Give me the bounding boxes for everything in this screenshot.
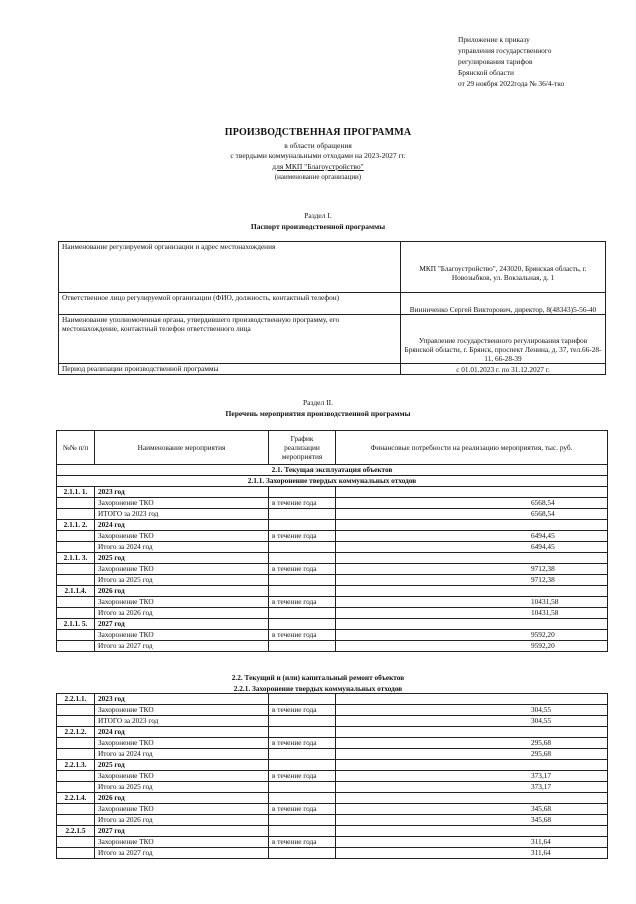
empty-cell xyxy=(57,531,95,542)
total-label: ИТОГО за 2023 год xyxy=(95,509,269,520)
empty-cell xyxy=(336,487,608,498)
title-main: ПРОИЗВОДСТВЕННАЯ ПРОГРАММА xyxy=(224,127,412,138)
table-row xyxy=(57,553,608,564)
total-label: Итого за 2027 год xyxy=(95,848,269,859)
total-value: 311,64 xyxy=(336,848,608,859)
group1-body xyxy=(57,487,608,652)
item-value: 373,17 xyxy=(336,771,608,782)
group-subtitle-row xyxy=(57,476,608,487)
empty-cell xyxy=(269,694,336,705)
group2-heading xyxy=(0,672,636,694)
empty-cell xyxy=(57,630,95,641)
total-value: 9592,20 xyxy=(336,641,608,652)
empty-cell xyxy=(269,848,336,859)
empty-cell xyxy=(57,771,95,782)
title-org: для МКП "Благоустройство" xyxy=(272,161,364,171)
item-schedule: в течение года xyxy=(269,597,336,608)
section2-label: Раздел II. xyxy=(303,398,333,407)
empty-cell xyxy=(57,705,95,716)
empty-cell xyxy=(269,520,336,531)
table-row xyxy=(57,760,608,771)
total-label: Итого за 2026 год xyxy=(95,815,269,826)
block-number: 2.2.1.4. xyxy=(57,793,95,804)
item-value: 311,64 xyxy=(336,837,608,848)
total-value: 295,68 xyxy=(336,749,608,760)
item-value: 6494,45 xyxy=(336,531,608,542)
annex-line: регулирования тарифов xyxy=(458,57,533,66)
title-line: в области обращения xyxy=(284,140,352,150)
item-value: 295,68 xyxy=(336,738,608,749)
total-label: Итого за 2024 год xyxy=(95,749,269,760)
item-value: 6568,54 xyxy=(336,498,608,509)
annex-line: от 29 ноября 2022года № 36/4-тко xyxy=(458,79,565,88)
empty-cell xyxy=(336,520,608,531)
empty-cell xyxy=(269,641,336,652)
empty-cell xyxy=(336,619,608,630)
empty-cell xyxy=(57,804,95,815)
empty-cell xyxy=(269,727,336,738)
total-value: 6494,45 xyxy=(336,542,608,553)
passport-value: Управление государственного регулирования тарифов Брянской области, г. Брянск, проспект Ленина, д. 37, тел.66-28-11, 66-28-39 xyxy=(401,315,606,364)
table-row xyxy=(57,749,608,760)
year-label: 2027 год xyxy=(95,826,269,837)
empty-cell xyxy=(336,793,608,804)
group2-title: 2.2. Текущий и (или) капитальный ремонт объектов xyxy=(231,673,405,682)
empty-cell xyxy=(336,826,608,837)
table-row xyxy=(57,793,608,804)
year-label: 2025 год xyxy=(95,553,269,564)
item-name: Захоронение ТКО xyxy=(95,771,269,782)
year-label: 2026 год xyxy=(95,586,269,597)
table-row xyxy=(57,487,608,498)
group-title: 2.1. Текущая эксплуатация объектов xyxy=(57,465,608,476)
passport-value: с 01.01.2023 г. по 31.12.2027 г. xyxy=(401,364,606,375)
section1-title: Паспорт производственной программы xyxy=(250,222,386,231)
empty-cell xyxy=(269,608,336,619)
total-label: Итого за 2024 год xyxy=(95,542,269,553)
table-row xyxy=(57,597,608,608)
table-row xyxy=(57,771,608,782)
table-row xyxy=(57,509,608,520)
events-table-current xyxy=(56,430,608,652)
empty-cell xyxy=(336,586,608,597)
total-label: Итого за 2027 год xyxy=(95,641,269,652)
table-row xyxy=(57,630,608,641)
item-value: 345,68 xyxy=(336,804,608,815)
year-label: 2027 год xyxy=(95,619,269,630)
item-name: Захоронение ТКО xyxy=(95,630,269,641)
item-name: Захоронение ТКО xyxy=(95,705,269,716)
year-label: 2026 год xyxy=(95,793,269,804)
empty-cell xyxy=(57,716,95,727)
block-number: 2.1.1. 3. xyxy=(57,553,95,564)
group-subtitle: 2.1.1. Захоронение твердых коммунальных отходов xyxy=(57,476,608,487)
item-name: Захоронение ТКО xyxy=(95,804,269,815)
empty-cell xyxy=(336,727,608,738)
header-schedule: График реализации мероприятия xyxy=(269,431,336,465)
empty-cell xyxy=(336,553,608,564)
block-number: 2.2.1.2. xyxy=(57,727,95,738)
total-value: 345,68 xyxy=(336,815,608,826)
table-row xyxy=(57,727,608,738)
block-number: 2.1.1. 1. xyxy=(57,487,95,498)
item-value: 9712,38 xyxy=(336,564,608,575)
table-row xyxy=(57,782,608,793)
empty-cell xyxy=(57,597,95,608)
year-label: 2025 год xyxy=(95,760,269,771)
empty-cell xyxy=(57,815,95,826)
annex-line: управления государственного xyxy=(458,46,552,55)
passport-row xyxy=(59,293,606,315)
total-label: Итого за 2025 год xyxy=(95,782,269,793)
item-value: 10431,58 xyxy=(336,597,608,608)
item-schedule: в течение года xyxy=(269,705,336,716)
item-name: Захоронение ТКО xyxy=(95,738,269,749)
empty-cell xyxy=(269,619,336,630)
empty-cell xyxy=(269,793,336,804)
table-row xyxy=(57,804,608,815)
passport-value: Винниченко Сергей Викторович, директор, 8(48343)5-56-40 xyxy=(401,293,606,315)
year-label: 2023 год xyxy=(95,694,269,705)
block-number: 2.1.1. 5. xyxy=(57,619,95,630)
item-schedule: в течение года xyxy=(269,564,336,575)
header-num: №№ п/п xyxy=(57,431,95,465)
empty-cell xyxy=(57,498,95,509)
empty-cell xyxy=(57,837,95,848)
section2-title: Перечень мероприятия производственной программы xyxy=(225,409,411,418)
empty-cell xyxy=(57,738,95,749)
item-schedule: в течение года xyxy=(269,771,336,782)
year-label: 2023 год xyxy=(95,487,269,498)
total-label: Итого за 2026 год xyxy=(95,608,269,619)
empty-cell xyxy=(269,826,336,837)
empty-cell xyxy=(269,542,336,553)
annex-line: Брянской области xyxy=(458,68,514,77)
table-row xyxy=(57,837,608,848)
empty-cell xyxy=(269,716,336,727)
block-number: 2.1.1.4. xyxy=(57,586,95,597)
item-name: Захоронение ТКО xyxy=(95,597,269,608)
passport-table xyxy=(58,241,606,375)
total-value: 304,55 xyxy=(336,716,608,727)
total-value: 9712,38 xyxy=(336,575,608,586)
section2-heading xyxy=(0,397,636,419)
group2-body xyxy=(57,694,608,859)
section1-label: Раздел I. xyxy=(304,211,332,220)
table-row xyxy=(57,641,608,652)
empty-cell xyxy=(269,553,336,564)
table-row xyxy=(57,848,608,859)
item-value: 9592,20 xyxy=(336,630,608,641)
passport-row xyxy=(59,242,606,293)
table-row xyxy=(57,826,608,837)
empty-cell xyxy=(57,608,95,619)
total-label: ИТОГО за 2023 год xyxy=(95,716,269,727)
empty-cell xyxy=(269,815,336,826)
table-row xyxy=(57,716,608,727)
title-org-note: (наименование организации) xyxy=(274,173,362,181)
empty-cell xyxy=(57,749,95,760)
year-label: 2024 год xyxy=(95,727,269,738)
block-number: 2.2.1.3. xyxy=(57,760,95,771)
passport-value: МКП "Благоустройство", 243020, Брянская область, г. Новозыбков, ул. Вокзальная, д. 1 xyxy=(401,242,606,293)
passport-row xyxy=(59,315,606,364)
item-name: Захоронение ТКО xyxy=(95,531,269,542)
table-row xyxy=(57,575,608,586)
total-value: 6568,54 xyxy=(336,509,608,520)
empty-cell xyxy=(269,487,336,498)
table-row xyxy=(57,815,608,826)
passport-label: Период реализации производственной программы xyxy=(59,364,401,375)
year-label: 2024 год xyxy=(95,520,269,531)
total-value: 10431,58 xyxy=(336,608,608,619)
events-table-repair xyxy=(56,693,608,859)
item-name: Захоронение ТКО xyxy=(95,564,269,575)
table-row xyxy=(57,694,608,705)
table-row xyxy=(57,520,608,531)
empty-cell xyxy=(269,782,336,793)
table-row xyxy=(57,619,608,630)
total-label: Итого за 2025 год xyxy=(95,575,269,586)
header-name: Наименование мероприятия xyxy=(95,431,269,465)
table-header xyxy=(57,431,608,465)
table-row xyxy=(57,542,608,553)
item-schedule: в течение года xyxy=(269,498,336,509)
passport-label: Наименование уполномоченная органа, утвердившего производственную программу, его местонахождение, контактный телефон ответственного лица xyxy=(59,315,401,364)
item-schedule: в течение года xyxy=(269,837,336,848)
header-finance: Финансовые потребности на реализацию мероприятия, тыс. руб. xyxy=(336,431,608,465)
table-row xyxy=(57,586,608,597)
empty-cell xyxy=(57,782,95,793)
document-title xyxy=(0,128,636,183)
annex-line: Приложение к приказу xyxy=(458,35,530,44)
table-row xyxy=(57,705,608,716)
empty-cell xyxy=(57,848,95,859)
table-row xyxy=(57,608,608,619)
empty-cell xyxy=(269,749,336,760)
block-number: 2.2.1.5 xyxy=(57,826,95,837)
item-schedule: в течение года xyxy=(269,738,336,749)
group2-subtitle: 2.2.1. Захоронение твердых коммунальных отходов xyxy=(233,684,403,693)
annex-note xyxy=(458,34,564,89)
item-schedule: в течение года xyxy=(269,804,336,815)
empty-cell xyxy=(336,760,608,771)
title-line: с твердыми коммунальными отходами на 2023-2027 гг. xyxy=(230,151,406,160)
passport-label: Наименование регулируемой организации и адрес местонахождения xyxy=(59,242,401,293)
empty-cell xyxy=(269,586,336,597)
section1-heading xyxy=(0,210,636,232)
item-schedule: в течение года xyxy=(269,531,336,542)
total-value: 373,17 xyxy=(336,782,608,793)
empty-cell xyxy=(57,641,95,652)
empty-cell xyxy=(269,575,336,586)
empty-cell xyxy=(336,694,608,705)
group-title-row xyxy=(57,465,608,476)
passport-label: Ответственное лицо регулируемой организации (ФИО, должность, контактный телефон) xyxy=(59,293,401,315)
empty-cell xyxy=(57,542,95,553)
block-number: 2.2.1.1. xyxy=(57,694,95,705)
empty-cell xyxy=(269,509,336,520)
table-row xyxy=(57,531,608,542)
passport-row xyxy=(59,364,606,375)
table-row xyxy=(57,498,608,509)
empty-cell xyxy=(57,575,95,586)
block-number: 2.1.1. 2. xyxy=(57,520,95,531)
empty-cell xyxy=(57,564,95,575)
item-value: 304,55 xyxy=(336,705,608,716)
item-name: Захоронение ТКО xyxy=(95,498,269,509)
table-row xyxy=(57,738,608,749)
empty-cell xyxy=(269,760,336,771)
item-schedule: в течение года xyxy=(269,630,336,641)
item-name: Захоронение ТКО xyxy=(95,837,269,848)
empty-cell xyxy=(57,509,95,520)
table-row xyxy=(57,564,608,575)
